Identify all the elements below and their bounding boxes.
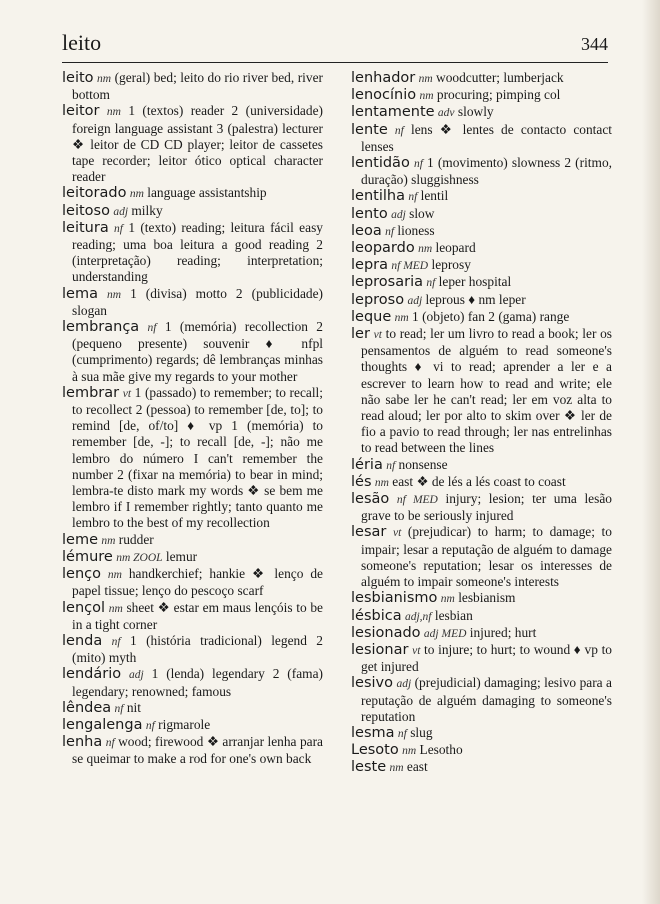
entry-grammar-label: nf <box>114 222 123 235</box>
entry-definition: lesbian <box>434 607 473 623</box>
entry-definition: leper hospital <box>438 274 512 290</box>
entry-definition: east <box>406 759 428 775</box>
entry-definition: to injure; to hurt; to wound ♦ vp to get injured <box>361 641 612 675</box>
entry-headword: lentamente <box>351 104 435 121</box>
entry-definition: rudder <box>118 531 154 547</box>
entry-grammar-label: nf <box>145 719 155 732</box>
entry-definition: east ❖ de lés a lés coast to coast <box>392 473 566 489</box>
dictionary-entry <box>351 309 612 326</box>
dictionary-entry <box>62 385 323 532</box>
dictionary-entry <box>351 87 612 104</box>
entry-grammar-label: adj MED <box>423 627 467 640</box>
dictionary-entry <box>62 600 323 633</box>
entry-grammar-label: nm ZOOL <box>116 551 163 564</box>
entry-definition: 1 (movimento) slowness 2 (ritmo, duração) sluggishness <box>361 155 612 188</box>
entry-definition: 1 (texto) reading; leitura fácil easy reading; uma boa leitura a good reading 2 (interpretação) reading; interpretation; understanding <box>72 219 323 285</box>
entry-definition: 1 (lenda) legendary 2 (fama) legendary; renowned; famous <box>72 666 323 699</box>
entry-definition: (geral) bed; leito do rio river bed, river bottom <box>72 70 323 103</box>
entry-grammar-label: nf <box>386 459 396 472</box>
entry-headword: leproso <box>351 291 405 308</box>
entry-grammar-label: adj <box>129 669 144 682</box>
dictionary-entry <box>62 220 323 286</box>
entry-grammar-label: adj <box>407 294 423 307</box>
entry-definition: milky <box>131 202 163 218</box>
entry-grammar-label: nf MED <box>396 494 438 507</box>
entry-headword: lento <box>351 205 388 222</box>
entry-definition: to read; ler um livro to read a book; ler os pensamentos de alguém to read someone's thoughts ♦ vi to read; aprender a ler e a escrever to learn how to read and write; ele não sabe ler he can't read; ler em voz alta to read aloud; ler por alto to skim over ❖ ler de fio a pavio to read through; ler nas entrelinhas to read between the lines <box>361 326 612 456</box>
entry-headword: lentilha <box>351 188 405 205</box>
dictionary-entry <box>62 319 323 385</box>
entry-definition: 1 (passado) to remember; to recall; to recollect 2 (pessoa) to remember [de, to]; to remind [de, of/to] ♦ vp 1 (memória) to remember [de, -]; to recall [de, -]; não me lembro do número I can't remember the number 2 (fixar na memória) to bear in mind; lembra-te disto mark my words ❖ se bem me lembro if I remember rightly; tanto quanto me lembro to the best of my recollection <box>72 384 323 531</box>
dictionary-entry <box>351 675 612 725</box>
entry-definition: lentil <box>420 188 449 204</box>
dictionary-entry <box>351 725 612 742</box>
dictionary-entry <box>351 590 612 607</box>
entry-headword: lesão <box>351 491 390 508</box>
entry-headword: lesbianismo <box>351 590 438 607</box>
entry-definition: language assistantship <box>147 185 267 201</box>
entry-headword: leitoso <box>62 202 110 219</box>
entry-headword: lenha <box>62 734 103 751</box>
dictionary-entry <box>62 566 323 599</box>
entry-headword: lesma <box>351 724 395 741</box>
entry-definition: lemur <box>165 548 198 564</box>
entry-grammar-label: nf <box>408 191 418 204</box>
entry-grammar-label: adj <box>391 208 406 221</box>
entry-grammar-label: nm <box>419 90 434 103</box>
entry-definition: 1 (memória) recollection 2 (pequeno presente) souvenir ♦ nfpl (cumprimento) regards; dê lembranças minhas à sua mãe give my regards to your mother <box>72 319 323 384</box>
entry-headword: leme <box>62 531 98 548</box>
dictionary-entry <box>62 532 323 549</box>
entry-headword: lesivo <box>351 675 393 692</box>
entry-definition: (prejudicar) to harm; to damage; to impair; lesar a reputação de alguém to damage someone's reputation; lesar os interesses de alguém to impair someone's interests <box>361 524 612 590</box>
entry-grammar-label: nf <box>147 322 157 335</box>
dictionary-entry <box>62 103 323 185</box>
entry-grammar-label: nm <box>418 243 433 256</box>
entry-grammar-label: nm <box>101 534 116 547</box>
entry-headword: lendário <box>62 666 122 683</box>
dictionary-entry <box>62 700 323 717</box>
dictionary-entry <box>351 642 612 675</box>
entry-definition: nit <box>126 699 141 715</box>
entry-definition: (prejudicial) damaging; lesivo para a reputação de alguém damaging to someone's reputation <box>361 675 612 724</box>
entry-definition: Lesotho <box>419 742 463 758</box>
entry-headword: leito <box>62 70 94 86</box>
left-column <box>62 70 323 895</box>
entry-grammar-label: nf <box>413 158 423 171</box>
entry-definition: procuring; pimping col <box>436 87 561 103</box>
entry-definition: lesbianism <box>458 590 516 606</box>
entry-definition: 1 (objeto) fan 2 (gama) range <box>412 308 570 324</box>
entry-headword: leitura <box>62 219 109 236</box>
dictionary-entry <box>351 188 612 205</box>
dictionary-entry <box>62 203 323 220</box>
entry-headword: lema <box>62 285 98 302</box>
entry-definition: 1 (história tradicional) legend 2 (mito) myth <box>72 632 323 666</box>
entry-grammar-label: nf <box>426 277 436 290</box>
entry-definition: slug <box>410 724 433 740</box>
entry-headword: leopardo <box>351 240 415 257</box>
entry-grammar-label: nm <box>440 593 455 606</box>
entry-grammar-label: nf MED <box>391 260 429 273</box>
entry-grammar-label: adv <box>437 107 455 120</box>
dictionary-entry <box>351 608 612 625</box>
dictionary-entry <box>351 491 612 524</box>
dictionary-entry <box>351 524 612 590</box>
entry-grammar-label: nm <box>402 745 417 758</box>
entry-grammar-label: nf <box>397 727 407 740</box>
entry-headword: lémure <box>62 548 113 565</box>
entry-headword: leste <box>351 759 387 776</box>
dictionary-entry <box>62 549 323 566</box>
dictionary-entry <box>351 206 612 223</box>
entry-definition: nonsense <box>398 456 448 472</box>
page-number: 344 <box>581 34 608 54</box>
dictionary-entry <box>62 633 323 666</box>
entry-headword: Lesoto <box>351 742 399 759</box>
dictionary-columns <box>62 70 612 895</box>
dictionary-entry <box>351 223 612 240</box>
dictionary-entry <box>351 742 612 759</box>
dictionary-entry <box>62 70 323 103</box>
entry-grammar-label: vt <box>392 527 402 540</box>
running-header <box>62 30 608 63</box>
right-column <box>351 70 612 895</box>
dictionary-entry <box>351 70 612 87</box>
entry-definition: wood; firewood ❖ arranjar lenha para se queimar to make a rod for one's own back <box>72 734 323 767</box>
dictionary-entry <box>351 625 612 642</box>
entry-grammar-label: nm <box>106 288 122 301</box>
entry-grammar-label: adj,nf <box>404 610 432 623</box>
dictionary-entry <box>351 759 612 776</box>
entry-headword: lesionar <box>351 641 409 658</box>
dictionary-entry <box>351 326 612 457</box>
dictionary-entry <box>351 240 612 257</box>
entry-definition: leopard <box>435 240 476 256</box>
entry-definition: injury; lesion; ter uma lesão grave to be seriously injured <box>361 491 612 524</box>
entry-definition: injured; hurt <box>469 624 537 640</box>
entry-headword: léria <box>351 456 383 473</box>
entry-definition: lioness <box>397 222 435 238</box>
dictionary-entry <box>351 274 612 291</box>
entry-headword: lente <box>351 121 388 138</box>
entry-headword: leprosaria <box>351 274 423 291</box>
entry-headword: lêndea <box>62 699 112 716</box>
entry-definition: 1 (textos) reader 2 (universidade) foreign language assistant 3 (palestra) lecturer ❖ leitor de CD CD player; leitor de cassetes tape recorder; leitor ótico optical character reader <box>72 103 323 185</box>
entry-definition: woodcutter; lumberjack <box>436 70 564 85</box>
entry-headword: ler <box>351 326 370 343</box>
entry-headword: lenhador <box>351 70 416 86</box>
dictionary-entry <box>351 292 612 309</box>
entry-headword: lesionado <box>351 624 421 641</box>
entry-headword: lengalenga <box>62 716 143 733</box>
entry-grammar-label: vt <box>122 387 132 400</box>
entry-grammar-label: nm <box>389 762 404 775</box>
entry-grammar-label: vt <box>373 329 382 342</box>
entry-grammar-label: nm <box>106 106 121 119</box>
entry-definition: lens ❖ lentes de contacto contact lenses <box>361 121 612 154</box>
entry-grammar-label: adj <box>396 678 412 691</box>
entry-headword: lembrar <box>62 384 120 401</box>
entry-grammar-label: nm <box>418 73 433 85</box>
entry-headword: leoa <box>351 222 382 239</box>
dictionary-entry <box>351 257 612 274</box>
entry-definition: leprosy <box>431 257 471 273</box>
dictionary-entry <box>351 474 612 491</box>
entry-headword: leque <box>351 308 392 325</box>
entry-headword: lepra <box>351 257 389 274</box>
entry-grammar-label: nm <box>394 311 409 324</box>
entry-definition: sheet ❖ estar em maus lençóis to be in a tight corner <box>72 599 323 632</box>
entry-headword: lembrança <box>62 319 140 336</box>
entry-headword: lençol <box>62 599 106 616</box>
entry-definition: handkerchief; hankie ❖ lenço de papel tissue; lenço do pescoço scarf <box>72 566 323 599</box>
dictionary-entry <box>351 457 612 474</box>
dictionary-entry <box>62 734 323 767</box>
entry-grammar-label: nm <box>108 602 123 615</box>
entry-headword: lentidão <box>351 155 410 172</box>
entry-headword: lés <box>351 473 372 490</box>
entry-grammar-label: nf <box>105 737 115 750</box>
entry-grammar-label: nm <box>374 476 389 489</box>
entry-grammar-label: nm <box>129 188 144 201</box>
dictionary-entry <box>62 666 323 699</box>
entry-grammar-label: vt <box>412 644 421 657</box>
entry-definition: 1 (divisa) motto 2 (publicidade) slogan <box>72 285 323 318</box>
entry-grammar-label: nf <box>114 702 124 715</box>
entry-headword: lésbica <box>351 607 402 624</box>
dictionary-entry <box>351 104 612 121</box>
entry-headword: leitor <box>62 103 100 120</box>
entry-definition: slowly <box>457 104 494 120</box>
header-headword: leito <box>62 30 102 55</box>
page-edge-shadow <box>642 0 660 904</box>
entry-definition: slow <box>409 205 435 221</box>
entry-headword: lenço <box>62 566 101 583</box>
entry-definition: rigmarole <box>158 716 211 732</box>
entry-grammar-label: nm <box>107 569 122 582</box>
dictionary-entry <box>351 155 612 188</box>
dictionary-entry <box>62 185 323 202</box>
entry-headword: leitorado <box>62 185 127 202</box>
dictionary-entry <box>62 286 323 319</box>
dictionary-entry <box>351 122 612 155</box>
entry-grammar-label: nm <box>97 73 112 85</box>
entry-definition: leprous ♦ nm leper <box>425 291 526 307</box>
entry-grammar-label: nf <box>111 635 121 648</box>
entry-headword: lesar <box>351 524 387 541</box>
entry-grammar-label: adj <box>113 205 129 218</box>
entry-grammar-label: nf <box>385 225 395 238</box>
entry-headword: lenocínio <box>351 87 417 104</box>
dictionary-entry <box>62 717 323 734</box>
entry-grammar-label: nf <box>394 124 404 137</box>
entry-headword: lenda <box>62 632 103 649</box>
